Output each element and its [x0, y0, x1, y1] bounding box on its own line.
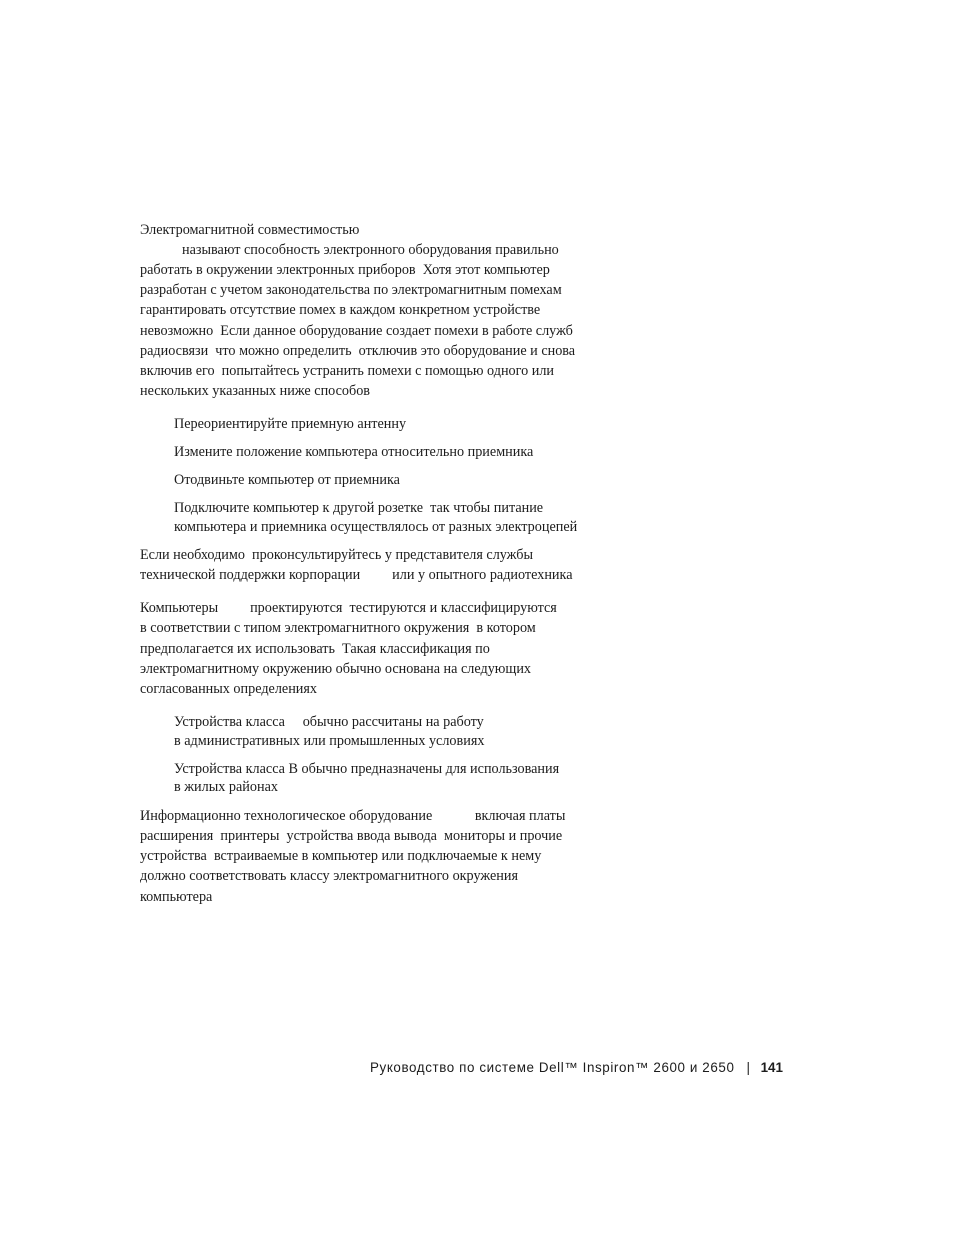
text-line: радиосвязи что можно определить отключив это оборудование и снова	[140, 343, 576, 359]
text-line: разработан с учетом законодательства по электромагнитным помехам	[140, 282, 562, 298]
text-line: нескольких указанных ниже способов	[140, 383, 371, 399]
footer-separator: |	[746, 1060, 751, 1075]
list-item: в административных или промышленных условиях	[174, 733, 485, 749]
text-line: устройства встраиваемые в компьютер или подключаемые к нему	[140, 848, 542, 864]
list-item: Измените положение компьютера относительно приемника	[174, 444, 534, 460]
list-item: в жилых районах	[174, 779, 278, 795]
footer-title: Руководство по системе Dell™ Inspiron™ 2600 и 2650	[370, 1060, 735, 1075]
text-line: включив его попытайтесь устранить помехи с помощью одного или	[140, 363, 555, 379]
list-item: Подключите компьютер к другой розетке так чтобы питание	[174, 500, 544, 516]
text-line: Информационно технологическое оборудование включая платы	[140, 808, 566, 824]
text-line: компьютера	[140, 889, 213, 905]
text-line: согласованных определениях	[140, 681, 318, 697]
list-item: Устройства класса B обычно предназначены для использования	[174, 761, 560, 777]
text-line: Если необходимо проконсультируйтесь у представителя службы	[140, 547, 534, 563]
text-line: предполагается их использовать Такая классификация по	[140, 641, 490, 657]
text-line: гарантировать отсутствие помех в каждом конкретном устройстве	[140, 302, 541, 318]
list-item: Переориентируйте приемную антенну	[174, 416, 407, 432]
list-item: Устройства класса обычно рассчитаны на работу	[174, 714, 484, 730]
text-line: технической поддержки корпорации или у опытного радиотехника	[140, 567, 573, 583]
text-line: называют способность электронного оборудования правильно	[182, 242, 559, 258]
text-line: в соответствии с типом электромагнитного окружения в котором	[140, 620, 536, 636]
text-line: Электромагнитной совместимостью	[140, 222, 360, 238]
text-line: работать в окружении электронных приборов Хотя этот компьютер	[140, 262, 550, 278]
list-item: компьютера и приемника осуществлялось от разных электроцепей	[174, 519, 578, 535]
text-line: расширения принтеры устройства ввода вывода мониторы и прочие	[140, 828, 563, 844]
text-line: невозможно Если данное оборудование создает помехи в работе служб	[140, 323, 573, 339]
page-footer	[370, 1060, 840, 1075]
text-line: электромагнитному окружению обычно основана на следующих	[140, 661, 532, 677]
text-line: Компьютеры проектируются тестируются и классифицируются	[140, 600, 557, 616]
page-number: 141	[760, 1060, 783, 1075]
list-item: Отодвиньте компьютер от приемника	[174, 472, 400, 488]
text-line: должно соответствовать классу электромагнитного окружения	[140, 868, 518, 884]
